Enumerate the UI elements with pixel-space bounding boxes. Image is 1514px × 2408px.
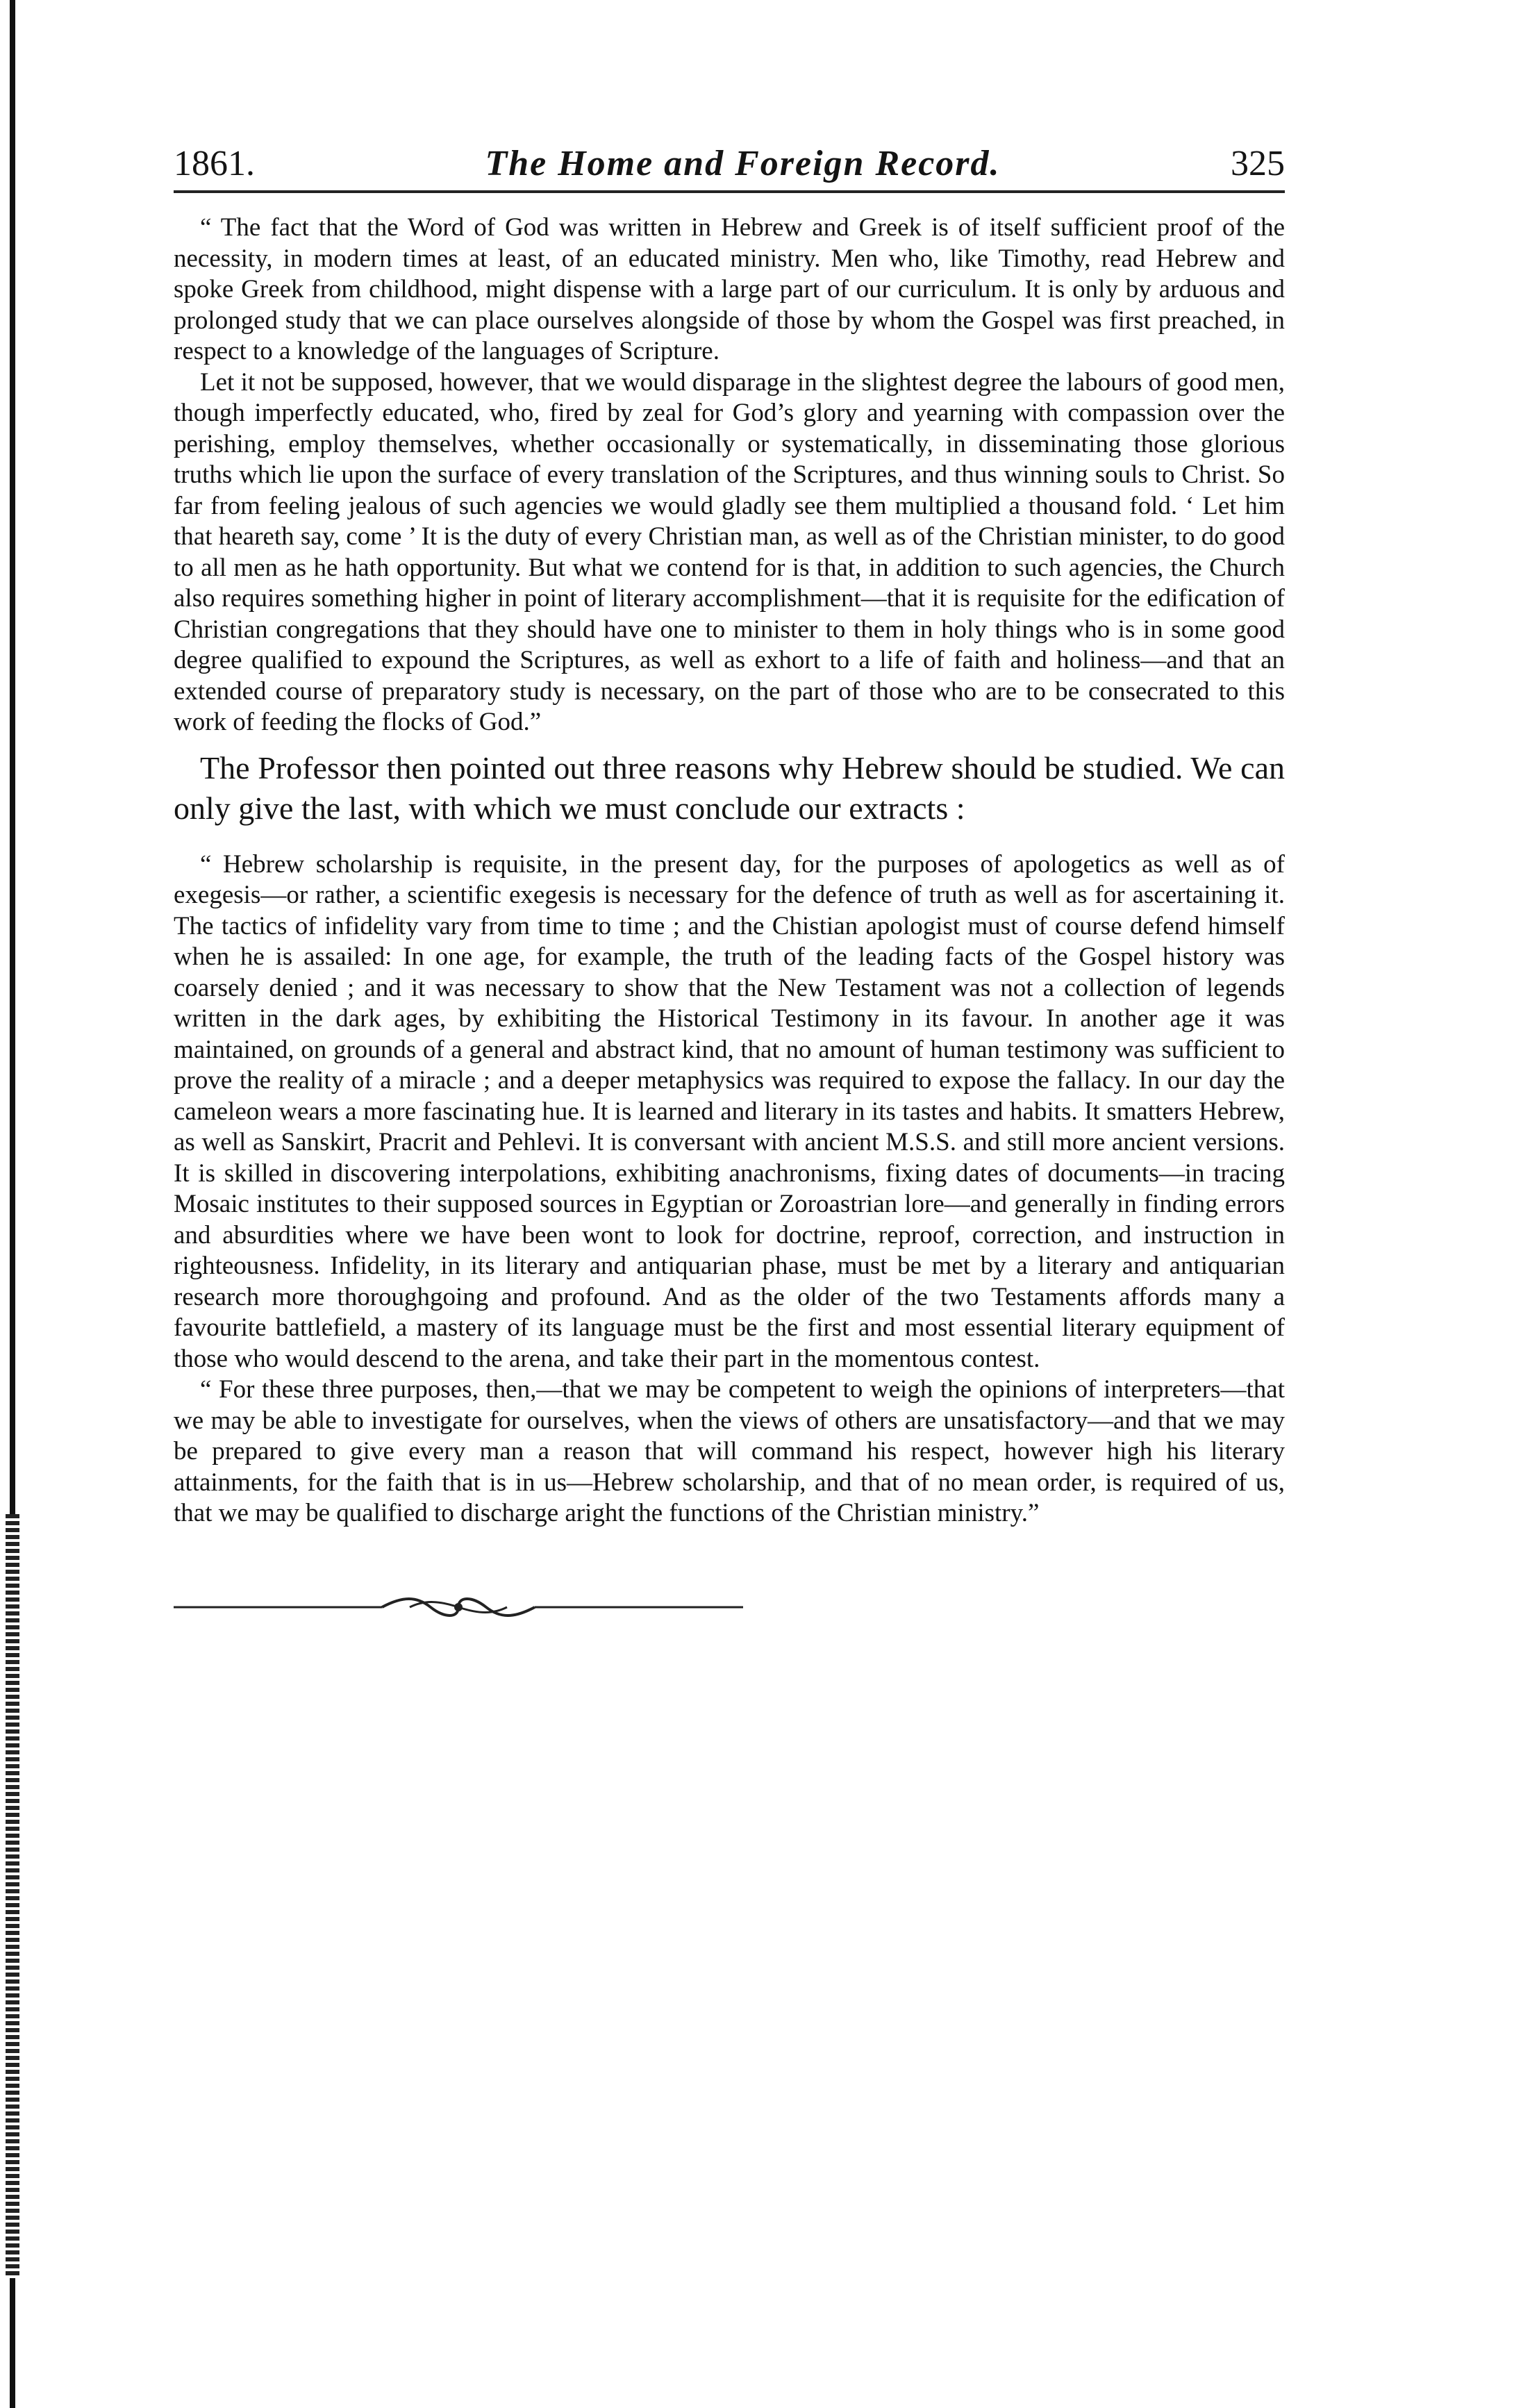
quote-paragraph-3: “ Hebrew scholarship is requisite, in the present day, for the purposes of apologetics as well as of exegesis—or rather, a scientific exegesis is necessary for the defence of truth as well as for ascertaining it. The tactics of infidelity vary from time to time ; and the Chistian apologist must of course defend himself when he is assailed: In one age, for example, the truth of the leading facts of the Gospel history was coarsely denied ; and it was necessary to show that the New Testament was not a collection of legends written in the dark ages, by exhibiting the Historical Testimony in its favour. In another age it was maintained, on grounds of a general and abstract kind, that no amount of human testimony was sufficient to prove the reality of a miracle ; and a deeper metaphysics was required to expose the fallacy. In our day the cameleon wears a more fascinating hue. It is learned and literary in its tastes and habits. It smatters Hebrew, as well as Sanskirt, Pracrit and Pehlevi. It is conversant with ancient M.S.S. and still more ancient versions. It is skilled in discovering interpolations, exhibiting anachronisms, fixing dates of documents—in tracing Mosaic institutes to their supposed sources in Egyptian or Zoroastrian lore—and generally in finding errors and absurdities where we have been wont to look for doctrine, reproof, correction, and instruction in righteousness. Infidelity, in its literary and antiquarian phase, must be met by a literary and antiquarian research more thoroughgoing and profound. And as the older of the two Testaments affords many a favourite battlefield, a mastery of its language must be the first and most essential literary equipment of those who would descend to the arena, and take their part in the momentous contest. <box>174 849 1285 1373</box>
page-content <box>174 146 1285 1625</box>
running-head <box>174 146 1285 190</box>
header-rule <box>174 190 1285 193</box>
section-end-ornament <box>174 1593 743 1621</box>
binding-edge-stitching <box>6 1514 19 2278</box>
quote-paragraph-2: Let it not be supposed, however, that we would disparage in the slightest degree the labours of good men, though imperfectly educated, who, fired by zeal for God’s glory and yearning with compassion over the perishing, employ themselves, whether occasionally or systematically, in disseminating those glorious truths which lie upon the surface of every translation of the Scriptures, and thus winning souls to Christ. So far from feeling jealous of such agencies we would gladly see them multiplied a thousand fold. ‘ Let him that heareth say, come ’ It is the duty of every Christian man, as well as of the Christian minister, to do good to all men as he hath opportunity. But what we contend for is that, in addition to such agencies, the Church also requires something higher in point of literary accomplishment—that it is requisite for the edification of Christian congregations that they should have one to minister to them in holy things who is in some good degree qualified to expound the Scriptures, as well as exhort to a life of faith and holiness—and that an extended course of preparatory study is necessary, on the part of those who are to be consecrated to this work of feeding the flocks of God.” <box>174 367 1285 736</box>
narrative-paragraph: The Professor then pointed out three reasons why Hebrew should be studied. We can only give the last, with which we must conclude our extracts : <box>174 749 1285 826</box>
quote-paragraph-1: “ The fact that the Word of God was written in Hebrew and Greek is of itself sufficient proof of the necessity, in modern times at least, of an educated ministry. Men who, like Timothy, read Hebrew and spoke Greek from childhood, might dispense with a large part of our curriculum. It is only by arduous and prolonged study that we can place ourselves alongside of those by whom the Gospel was first preached, in respect to a knowledge of the languages of Scripture. <box>174 213 1285 365</box>
quote-paragraph-4: “ For these three purposes, then,—that we may be competent to weigh the opinions of interpreters—that we may be able to investigate for ourselves, when the views of others are unsatisfactory—and that we may be prepared to give every man a reason that will command his respect, however high his literary attainments, for the faith that is in us—Hebrew scholarship, and that of no mean order, is required of us, that we may be qualified to discharge aright the functions of the Christian ministry.” <box>174 1375 1285 1527</box>
header-title: The Home and Foreign Record. <box>485 144 1001 183</box>
header-year: 1861. <box>174 144 255 183</box>
header-page-number: 325 <box>1230 144 1285 183</box>
